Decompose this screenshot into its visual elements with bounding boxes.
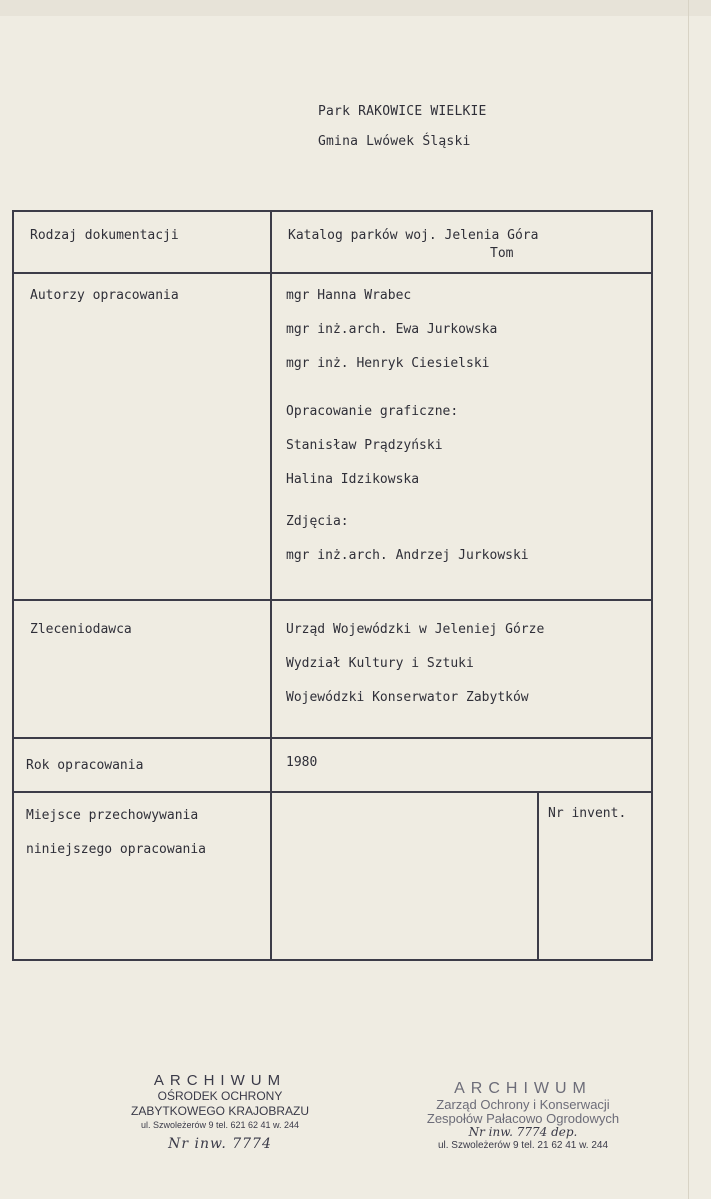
rok-value: 1980 (286, 755, 318, 770)
documentation-table (12, 210, 653, 961)
autor-line: Halina Idzikowska (286, 472, 420, 487)
page-fold-line (688, 0, 689, 1199)
rok-label: Rok opracowania (26, 758, 144, 773)
stamp-line: ZABYTKOWEGO KRAJOBRAZU (130, 1104, 310, 1118)
rodzaj-value-line2: Tom (490, 246, 514, 261)
stamp-line: Zespołów Pałacowo Ogrodowych (426, 1111, 620, 1126)
stamp-address: ul. Szwoleżerów 9 tel. 621 62 41 w. 244 (140, 1120, 300, 1130)
handwritten-inventory-number: Nr inw. 7774 (168, 1136, 272, 1152)
miejsce-label-line1: Miejsce przechowywania (26, 808, 199, 823)
column-divider (270, 210, 272, 961)
photos-heading: Zdjęcia: (286, 514, 349, 529)
miejsce-label-line2: niniejszego opracowania (26, 842, 207, 857)
nr-invent-divider (537, 791, 539, 961)
table-top-rule (12, 210, 653, 212)
row-rule-2 (12, 599, 653, 601)
table-bottom-rule (12, 959, 653, 961)
row-rule-3 (12, 737, 653, 739)
table-right-rule (651, 210, 653, 961)
park-title: Park RAKOWICE WIELKIE (318, 104, 487, 119)
autor-line: Stanisław Prądzyński (286, 438, 443, 453)
gmina-title: Gmina Lwówek Śląski (318, 134, 471, 149)
nr-invent-label: Nr invent. (548, 806, 627, 821)
zleceniodawca-line: Wojewódzki Konserwator Zabytków (286, 690, 529, 705)
table-left-rule (12, 210, 14, 961)
row-rule-1 (12, 272, 653, 274)
stamp-address: ul. Szwoleżerów 9 tel. 21 62 41 w. 244 (437, 1140, 609, 1151)
zleceniodawca-line: Wydział Kultury i Sztuki (286, 656, 474, 671)
stamp-line: OŚRODEK OCHRONY (157, 1089, 283, 1103)
autor-line: mgr inż.arch. Andrzej Jurkowski (286, 548, 529, 563)
graphics-heading: Opracowanie graficzne: (286, 404, 459, 419)
stamp-title: ARCHIWUM (454, 1080, 592, 1097)
autorzy-label: Autorzy opracowania (30, 288, 179, 303)
autor-line: mgr inż.arch. Ewa Jurkowska (286, 322, 498, 337)
autor-line: mgr inż. Henryk Ciesielski (286, 356, 490, 371)
handwritten-inventory-number: Nr inw. 7774 dep. (468, 1125, 578, 1139)
zleceniodawca-label: Zleceniodawca (30, 622, 132, 637)
top-edge-strip (0, 0, 711, 16)
stamp-line: Zarząd Ochrony i Konserwacji (436, 1097, 610, 1112)
row-rule-4 (12, 791, 653, 793)
archive-stamp-left (108, 1072, 332, 1152)
rodzaj-value-line1: Katalog parków woj. Jelenia Góra (288, 228, 539, 243)
zleceniodawca-line: Urząd Wojewódzki w Jeleniej Górze (286, 622, 545, 637)
rodzaj-label: Rodzaj dokumentacji (30, 228, 179, 243)
archive-stamp-right (404, 1080, 642, 1153)
autor-line: mgr Hanna Wrabec (286, 288, 412, 303)
stamp-title: ARCHIWUM (153, 1072, 287, 1089)
